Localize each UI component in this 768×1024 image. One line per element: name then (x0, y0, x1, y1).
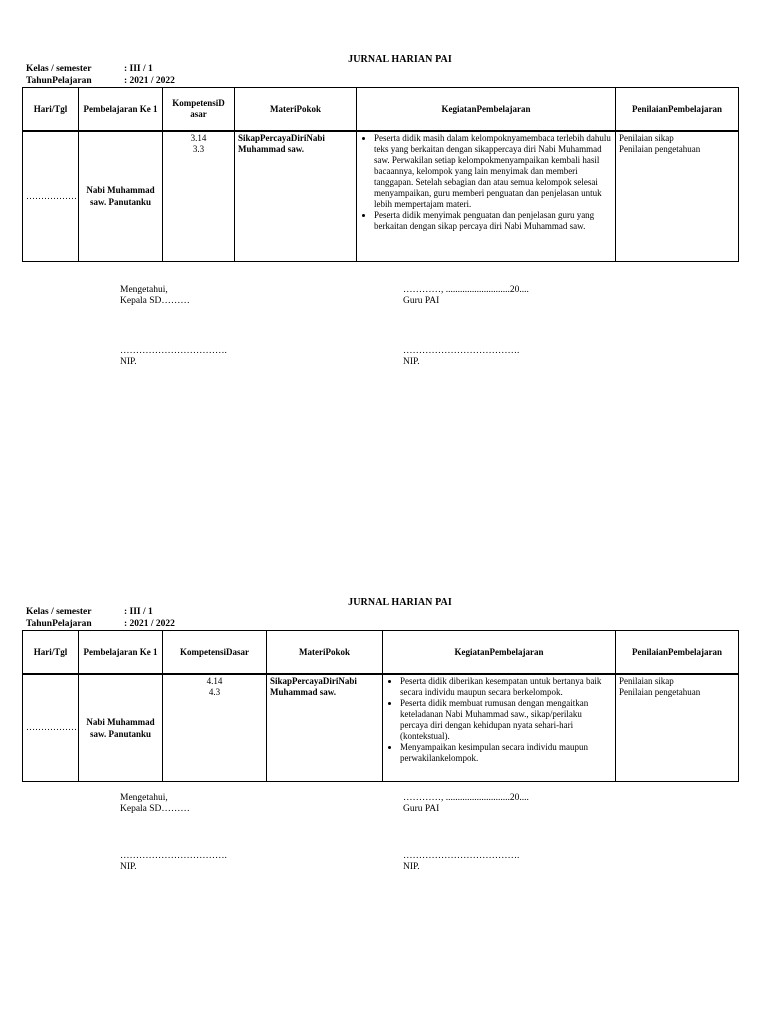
sig-nip: NIP. (403, 862, 420, 872)
cell-materi: SikapPercayaDiriNabi Muhammad saw. (235, 131, 357, 261)
meta-row-kelas (26, 606, 175, 618)
header-kd: KompetensiD asar (163, 88, 235, 132)
journal-title: JURNAL HARIAN PAI (348, 54, 452, 65)
cell-hari: ……………… (23, 674, 79, 781)
signature-guru (403, 285, 529, 368)
meta-value: : 2021 / 2022 (124, 619, 175, 629)
cell-kegiatan (383, 674, 616, 781)
penilaian-item: Penilaian pengetahuan (619, 144, 701, 154)
meta-value: : 2021 / 2022 (124, 76, 175, 86)
cell-pembelajaran: Nabi Muhammad saw. Panutanku (79, 131, 163, 261)
cell-penilaian (616, 131, 739, 261)
header-kegiatan: KegiatanPembelajaran (357, 88, 616, 132)
sig-line: Mengetahui, (120, 285, 168, 295)
list-item: • Peserta didik masih dalam kelompoknyamembaca terlebih dahulu teks yang berkaitan dengan sikappercaya diri Nabi Muhammad saw. Perwakilan setiap kelompokmenyampaikan kembali hasil bacaannya, kelompok yang lain menyimak dan memberi tanggapan. Setelah sebagian dan atau semua kelompok selesai menyampaikan, guru memberi penguatan dan penjelasan untuk lebih mempertajam materi. (374, 133, 612, 210)
list-item: • Peserta didik membuat rumusan dengan mengaitkan keteladanan Nabi Muhammad saw., sikap/perilaku percaya diri dengan kehidupan nyata sehari-hari (kontekstual). (400, 698, 612, 742)
sig-line: …………, ...........................20.... (403, 285, 529, 295)
header-penilaian: PenilaianPembelajaran (616, 88, 739, 132)
list-item: • Peserta didik diberikan kesempatan untuk bertanya baik secara individu maupun secara berkelompok. (400, 676, 612, 698)
sig-line: Kepala SD……… (120, 296, 190, 306)
journal-table (22, 87, 739, 262)
journal-meta (26, 606, 175, 630)
cell-penilaian (616, 674, 739, 781)
header-kd: KompetensiDasar (163, 631, 267, 675)
kegiatan-list (360, 133, 612, 232)
journal-title: JURNAL HARIAN PAI (348, 597, 452, 608)
list-item: • Menyampaikan kesimpulan secara individu maupun perwakilankelompok. (400, 742, 612, 764)
meta-value: : III / 1 (124, 607, 153, 617)
sig-nip: NIP. (403, 357, 420, 367)
meta-row-tahun (26, 75, 175, 87)
cell-materi: SikapPercayaDiriNabi Muhammad saw. (267, 674, 383, 781)
penilaian-item: Penilaian pengetahuan (619, 687, 701, 697)
header-materi: MateriPokok (267, 631, 383, 675)
header-pembelajaran: Pembelajaran Ke 1 (79, 88, 163, 132)
journal-2 (0, 597, 768, 937)
meta-row-tahun (26, 618, 175, 630)
cell-kd (163, 131, 235, 261)
sig-line: Guru PAI (403, 296, 440, 306)
header-penilaian: PenilaianPembelajaran (616, 631, 739, 675)
table-header-row (23, 88, 739, 132)
sig-nip: NIP. (120, 862, 137, 872)
kd-item: 4.14 (206, 676, 223, 686)
kegiatan-list (386, 676, 612, 764)
meta-label: Kelas / semester (26, 607, 92, 617)
sig-line: …………, ...........................20.... (403, 793, 529, 803)
meta-row-kelas (26, 63, 175, 75)
list-item: • Peserta didik menyimak penguatan dan penjelasan guru yang berkaitan dengan sikap percaya diri Nabi Muhammad saw. (374, 210, 612, 232)
sig-name-line: ………………………………. (403, 346, 520, 356)
sig-name-line: ……………………………. (120, 346, 227, 356)
sig-name-line: ……………………………. (120, 851, 227, 861)
header-kegiatan: KegiatanPembelajaran (383, 631, 616, 675)
sig-nip: NIP. (120, 357, 137, 367)
table-row (23, 674, 739, 781)
kd-item: 3.14 (190, 133, 207, 143)
header-hari: Hari/Tgl (23, 88, 79, 132)
signature-guru (403, 793, 529, 873)
header-pembelajaran: Pembelajaran Ke 1 (79, 631, 163, 675)
cell-kd (163, 674, 267, 781)
header-materi: MateriPokok (235, 88, 357, 132)
sig-line: Guru PAI (403, 804, 440, 814)
penilaian-item: Penilaian sikap (619, 133, 674, 143)
meta-label: TahunPelajaran (26, 619, 92, 629)
meta-label: Kelas / semester (26, 64, 92, 74)
kd-item: 3.3 (192, 144, 205, 154)
cell-kegiatan (357, 131, 616, 261)
journal-1 (0, 54, 768, 394)
signature-kepala (120, 793, 227, 873)
cell-pembelajaran: Nabi Muhammad saw. Panutanku (79, 674, 163, 781)
journal-table (22, 630, 739, 782)
cell-hari: ……………… (23, 131, 79, 261)
sig-line: Kepala SD……… (120, 804, 190, 814)
header-hari: Hari/Tgl (23, 631, 79, 675)
meta-value: : III / 1 (124, 64, 153, 74)
meta-label: TahunPelajaran (26, 76, 92, 86)
journal-meta (26, 63, 175, 87)
table-header-row (23, 631, 739, 675)
signature-kepala (120, 285, 227, 368)
table-row (23, 131, 739, 261)
penilaian-item: Penilaian sikap (619, 676, 674, 686)
kd-item: 4.3 (208, 687, 221, 697)
sig-line: Mengetahui, (120, 793, 168, 803)
sig-name-line: ………………………………. (403, 851, 520, 861)
